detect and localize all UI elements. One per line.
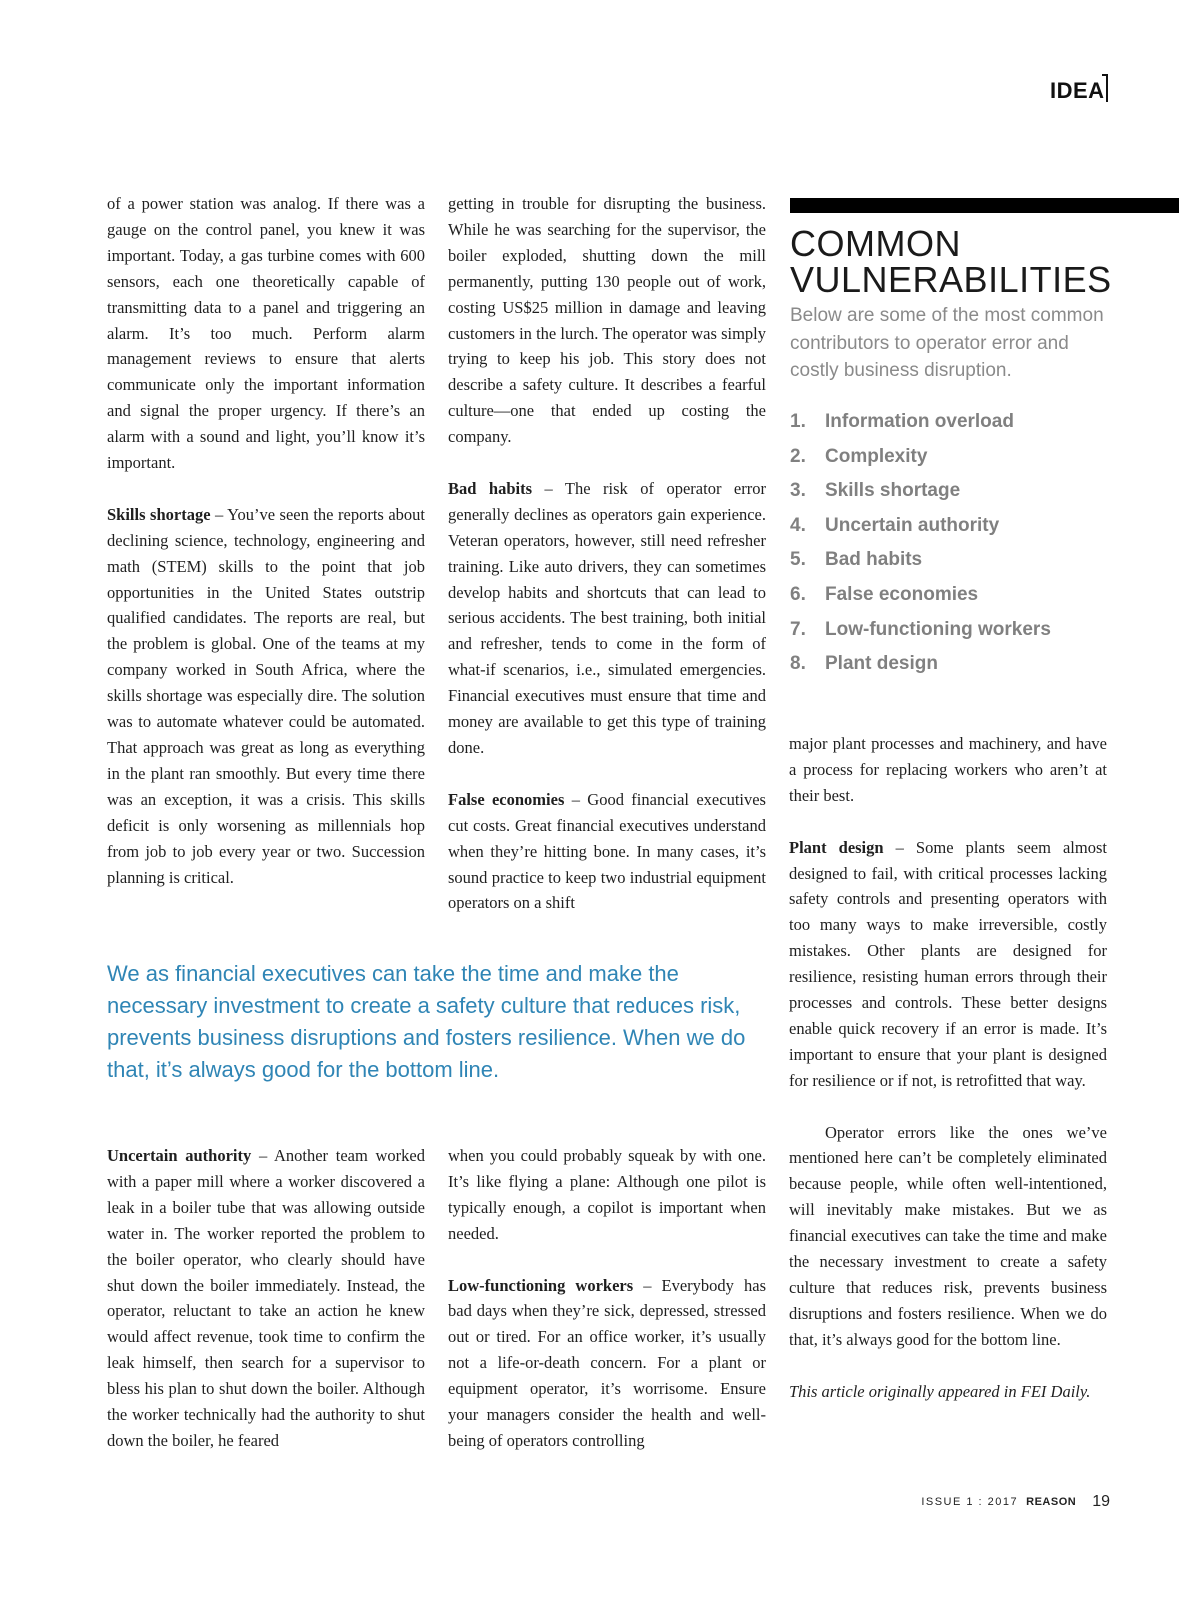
column-3	[789, 731, 1107, 1405]
paragraph-plant-design: Plant design – Some plants seem almost designed to fail, with critical processes lacking safety controls and presenting operators with too many ways to make irreversible, costly mistakes. Other plants are designed for resilience, resisting human errors through their processes and controls. These better designs enable quick recovery if an error is made. It’s important to ensure that your plant is designed for resilience or if not, is retrofitted that way.	[789, 837, 1107, 1090]
column-1-bottom	[107, 1143, 425, 1454]
list-item: 1. Information overload	[790, 411, 1014, 432]
issue-label: ISSUE 1 : 2017	[921, 1496, 1019, 1508]
section-tag	[1040, 74, 1112, 104]
column-1-top	[107, 191, 425, 890]
source-note: This article originally appeared in FEI Daily.	[789, 1381, 1091, 1401]
section-label: IDEA	[1050, 78, 1105, 103]
paragraph-bad-habits: Bad habits – The risk of operator error generally declines as operators gain experience. Veteran operators, however, still need refresher training. Like auto drivers, they can sometimes develop habits and shortcuts that can lead to serious accidents. The best training, both initial and refresher, tends to come in the form of what-if scenarios, i.e., simulated emergencies. Financial executives must ensure that time and money are available to get this type of training done.	[448, 478, 766, 758]
subhead: Plant design	[789, 837, 884, 857]
page-number: 19	[1092, 1493, 1110, 1510]
list-item: 7. Low-functioning workers	[790, 618, 1051, 640]
sidebar-intro: Below are some of the most common contributors to operator error and costly business disruption.	[790, 305, 1104, 381]
paragraph-conclusion: Operator errors like the ones we’ve mentioned here can’t be completely eliminated because people, while often well-intentioned, will inevitably make mistakes. But we as financial executives can take the time and make the necessary investment to create a safety culture that reduces risk, prevents business disruptions and fosters resilience. When we do that, it’s always good for the bottom line.	[789, 1122, 1107, 1349]
paragraph: major plant processes and machinery, and have a process for replacing workers who aren’t at their best.	[789, 734, 1107, 805]
paragraph: when you could probably squeak by with one. It’s like flying a plane: Although one pilot is typically enough, a copilot is important when needed.	[448, 1146, 766, 1243]
list-item: 5. Bad habits	[790, 549, 923, 571]
section-bracket	[1102, 74, 1108, 102]
paragraph-skills-shortage: Skills shortage – You’ve seen the reports about declining science, technology, engineering and math (STEM) skills to the point that job opportunities in the United States outstrip qualified candidates. The reports are real, but the problem is global. One of the teams at my company worked in South Africa, where the skills shortage was especially dire. The solution was to automate whatever could be automated. That approach was great as long as everything in the plant ran smoothly. But every time there was an exception, it was a crisis. This skills deficit is only worsening as millennials hop from job to job every year or two. Succession planning is critical.	[107, 504, 425, 887]
sidebar-title: COMMON VULNERABILITIES	[790, 223, 1112, 300]
paragraph-false-economies: False economies – Good financial executives cut costs. Great financial executives understand when they’re hitting bone. In many cases, it’s sound practice to keep two industrial equipment operators on a shift	[448, 789, 766, 913]
paragraph-low-functioning: Low-functioning workers – Everybody has bad days when they’re sick, depressed, stressed out or tired. For an office worker, it’s usually not a life-or-death concern. For a plant or equipment operator, it’s worrisome. Ensure your managers consider the health and well-being of operators controlling	[448, 1275, 766, 1450]
paragraph: of a power station was analog. If there was a gauge on the control panel, you knew it was important. Today, a gas turbine comes with 600 sensors, each one theoretically capable of transmitting data to a panel and triggering an alarm. It’s too much. Perform alarm management reviews to ensure that alerts communicate only the important information and signal the proper urgency. If there’s an alarm with a sound and light, you’ll know it’s important.	[107, 194, 425, 473]
subhead: False economies	[448, 789, 565, 809]
list-item: 4. Uncertain authority	[790, 514, 1000, 536]
subhead: Low-functioning workers	[448, 1275, 634, 1295]
paragraph: getting in trouble for disrupting the business. While he was searching for the supervisor, the boiler exploded, shutting down the mill permanently, putting 130 people out of work, costing US$25 million in damage and leaving customers in the lurch. The operator was simply trying to keep his job. This story does not describe a safety culture. It describes a fearful culture—one that ended up costing the company.	[448, 194, 766, 447]
magazine-name: REASON	[1026, 1496, 1077, 1508]
subhead: Bad habits	[448, 478, 533, 498]
column-2-top	[448, 191, 766, 916]
subhead: Uncertain authority	[107, 1146, 252, 1165]
vulnerabilities-list	[790, 405, 1120, 682]
page-footer	[921, 1490, 1110, 1514]
sidebar-bar	[790, 198, 1179, 213]
list-item: 8. Plant design	[790, 653, 938, 675]
column-2-bottom	[448, 1143, 766, 1454]
subhead: Skills shortage	[107, 504, 211, 524]
pull-quote: We as financial executives can take the time and make the necessary investment to create a safety culture that reduces risk, prevents business disruptions and fosters resilience. When we do that, it’s always good for the bottom line.	[107, 961, 746, 1082]
list-item: 2. Complexity	[790, 445, 928, 467]
paragraph-uncertain-authority: Uncertain authority – Another team worked with a paper mill where a worker discovered a leak in a boiler tube that was allowing outside water in. The worker reported the problem to the boiler operator, who clearly should have shut down the boiler immediately. Instead, the operator, reluctant to take an action he knew would affect revenue, took time to confirm the leak himself, then search for a supervisor to bless his plan to shut down the boiler. Although the worker technically had the authority to shut down the boiler, he feared	[107, 1146, 425, 1450]
list-item: 3. Skills shortage	[790, 480, 961, 502]
list-item: 6. False economies	[790, 583, 979, 605]
